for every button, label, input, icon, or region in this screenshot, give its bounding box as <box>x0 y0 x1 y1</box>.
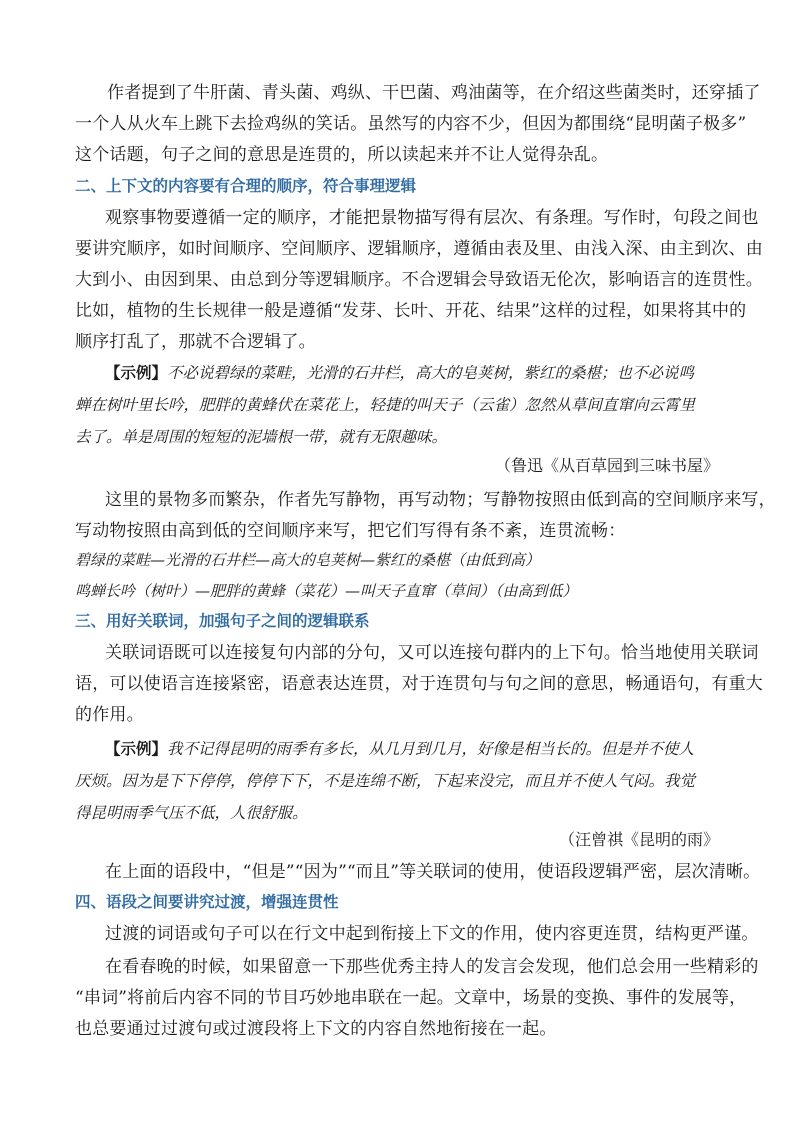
section-heading-4: 四、语段之间要讲究过渡，增强连贯性 <box>75 893 339 911</box>
text-line: 在上面的语段中，“但是”“因为”“而且”等关联词的使用，使语段逻辑严密，层次清晰。 <box>105 862 761 882</box>
text-line: 过渡的词语或句子可以在行文中起到衔接上下文的作用，使内容更连贯，结构更严谨。 <box>105 924 759 944</box>
text-line <box>75 733 719 765</box>
text-line: 去了。单是周围的短短的泥墙根一带，就有无限趣味。 <box>75 428 448 446</box>
paragraph-conjunction-analysis <box>75 857 761 888</box>
text-line: 语，可以使语言连接紧密，语意表达连贯，对于连贯句与句之间的意思，畅通语句，有重大 <box>75 674 763 694</box>
text-line: “串词”将前后内容不同的节目巧妙地串联在一起。文章中，场景的变换、事件的发展等， <box>75 988 747 1008</box>
text-line: 在看春晚的时候，如果留意一下那些优秀主持人的发言会发现，他们总会用一些精彩的 <box>105 957 759 977</box>
text-line: 顺序打乱了，那就不合逻辑了。 <box>75 332 316 352</box>
example-tag: 【示例】 <box>105 363 168 382</box>
example-luxun <box>75 357 719 453</box>
paragraph-spring-gala <box>75 952 759 1045</box>
text-line: 蝉在树叶里长吟，肥胖的黄蜂伏在菜花上，轻捷的叫天子（云雀）忽然从草间直窜向云霄里 <box>75 396 696 414</box>
section-heading-2: 二、上下文的内容要有合理的顺序，符合事理逻辑 <box>75 177 417 195</box>
paragraph-transition <box>75 919 759 950</box>
source-citation-luxun: （鲁迅《从百草园到三味书屋》 <box>494 456 719 475</box>
paragraph-conjunctions <box>75 638 763 731</box>
example-text: 我不记得昆明的雨季有多长，从几月到几月，好像是相当长的。但是并不使人 <box>167 740 695 758</box>
paragraph-analysis <box>75 485 776 547</box>
example-tag: 【示例】 <box>105 739 168 758</box>
text-line <box>75 357 719 389</box>
text-line: 这个话题，句子之间的意思是连贯的，所以读起来并不让人觉得杂乱。 <box>75 145 609 165</box>
section-heading-3: 三、用好关联词，加强句子之间的逻辑联系 <box>75 612 370 630</box>
text-line: 作者提到了牛肝菌、青头菌、鸡纵、干巴菌、鸡油菌等，在介绍这些菌类时，还穿插了 <box>107 83 761 103</box>
source-citation-wang: （汪曾祺《昆明的雨》 <box>558 830 719 849</box>
text-line: 一个人从火车上跳下去捡鸡纵的笑话。虽然写的内容不少，但因为都围绕“昆明菌子极多” <box>75 114 747 134</box>
sequence-high-to-low: 鸣蝉长吟（树叶）—肥胖的黄蜂（菜花）—叫天子直窜（草间）（由高到低） <box>75 582 578 600</box>
paragraph-order <box>75 203 763 358</box>
text-line: 也总要通过过渡句或过渡段将上下文的内容自然地衔接在一起。 <box>75 1019 557 1039</box>
text-line: 这里的景物多而繁杂，作者先写静物，再写动物；写静物按照由低到高的空间顺序来写， <box>105 490 776 510</box>
text-line: 得昆明雨季气压不低，人很舒服。 <box>75 804 308 822</box>
text-line: 要讲究顺序，如时间顺序、空间顺序、逻辑顺序，遵循由表及里、由浅入深、由主到次、由 <box>75 239 763 259</box>
text-line: 的作用。 <box>75 705 144 725</box>
example-text: 不必说碧绿的菜畦，光滑的石井栏，高大的皂荚树，紫红的桑椹；也不必说鸣 <box>167 364 695 382</box>
text-line: 写动物按照由高到低的空间顺序来写，把它们写得有条不紊，连贯流畅： <box>75 521 626 541</box>
sequence-low-to-high: 碧绿的菜畦—光滑的石井栏—高大的皂荚树—紫红的桑椹（由低到高） <box>75 551 541 569</box>
text-line: 关联词语既可以连接复句内部的分句，又可以连接句群内的上下句。恰当地使用关联词 <box>105 643 759 663</box>
text-line: 比如，植物的生长规律一般是遵循“发芽、长叶、开花、结果”这样的过程，如果将其中的 <box>75 301 747 321</box>
example-wangzengqi <box>75 733 719 829</box>
text-line: 厌烦。因为是下下停停，停停下下，不是连绵不断，下起来没完，而且并不使人气闷。我觉 <box>75 772 696 790</box>
paragraph-mushrooms <box>75 78 761 171</box>
text-line: 大到小、由因到果、由总到分等逻辑顺序。不合逻辑会导致语无伦次，影响语言的连贯性。 <box>75 270 763 290</box>
text-line: 观察事物要遵循一定的顺序，才能把景物描写得有层次、有条理。写作时，句段之间也 <box>105 208 759 228</box>
